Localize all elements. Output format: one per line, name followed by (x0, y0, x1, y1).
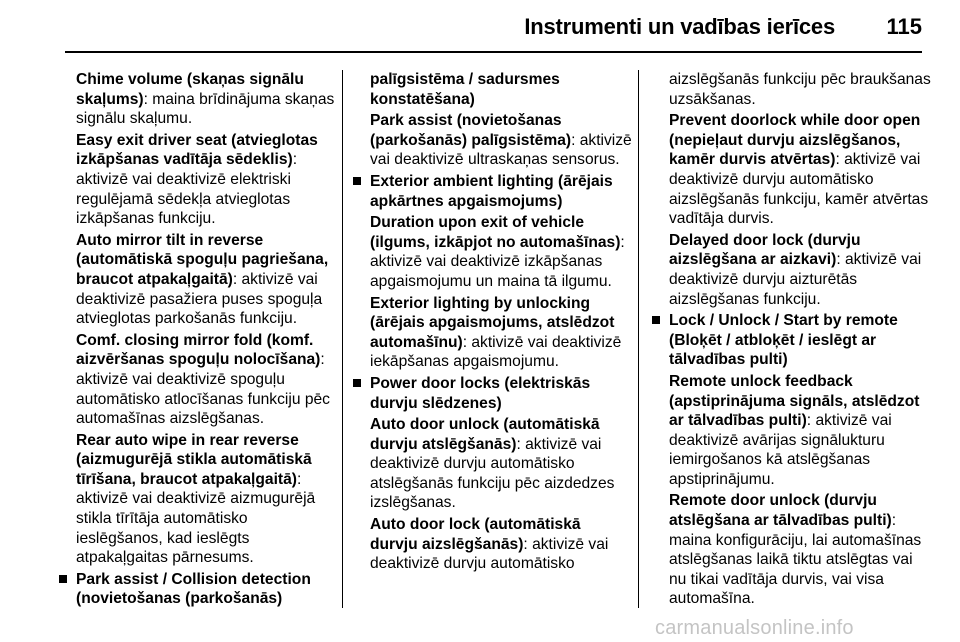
setting-entry (370, 515, 632, 574)
column-middle (370, 70, 632, 576)
setting-entry (76, 431, 338, 568)
setting-entry (370, 415, 632, 513)
setting-entry (669, 372, 931, 490)
column-right (669, 70, 931, 611)
bullet-square-icon (59, 575, 67, 583)
setting-description: : aktivizē vai deaktivizē durvju aizturētās aizslēgšanas funkciju. (669, 251, 922, 308)
setting-label: Remote unlock feedback (apstiprinājuma signāls, atslēdzot ar tālvadības pulti) (669, 372, 920, 430)
setting-entry (669, 111, 931, 229)
setting-description: : aktivizē vai deaktivizē iekāpšanas apgaismojumu. (370, 333, 622, 371)
bullet-heading (669, 311, 931, 370)
setting-entry (76, 131, 338, 229)
setting-entry (76, 70, 338, 129)
bullet-heading-label: Park assist / Collision detection (novietošanas (parkošanās) (76, 570, 311, 608)
setting-label: Auto door lock (automātiskā durvju aizslēgšanās) (370, 516, 581, 553)
setting-label: Park assist (novietošanas (parkošanās) palīgsistēma) (370, 112, 572, 149)
header-rule (65, 51, 922, 53)
bullet-square-icon (353, 379, 361, 387)
setting-label: Rear auto wipe in rear reverse (aizmugurējā stikla automātiskā tīrīšana, braucot atpakaļgaitā) (76, 431, 312, 488)
bullet-heading-label: Power door locks (elektriskās durvju slēdzenes) (370, 374, 591, 412)
column-left (76, 70, 338, 611)
setting-entry (370, 111, 632, 170)
page-header (0, 0, 960, 58)
continued-text (370, 70, 632, 109)
setting-description: : maina konfigurāciju, lai automašīnas atslēgšanas laikā tiktu atslēgtas vai nu tikai vadītāja durvis, vai visa automašīna. (669, 512, 922, 608)
setting-description: aizslēgšanās funkciju pēc braukšanas uzsākšanas. (669, 71, 931, 108)
setting-description: : aktivizē vai deaktivizē spoguļu automātisko atlocīšanas funkciju pēc automašīnas aizslēgšanas. (76, 351, 330, 428)
setting-label: Prevent doorlock while door open (nepieļaut durvju aizslēgšanos, kamēr durvis atvērtas) (669, 112, 921, 169)
setting-label: palīgsistēma / sadursmes konstatēšana) (370, 71, 560, 108)
setting-description: : aktivizē vai deaktivizē elektriski regulējamā sēdekļa atvieglotas izkāpšanas funkciju. (76, 151, 298, 228)
column-divider-1 (342, 70, 343, 608)
setting-entry (370, 213, 632, 291)
bullet-heading-label: Lock / Unlock / Start by remote (Bloķēt / atbloķēt / ieslēgt ar tālvadības pulti) (669, 312, 898, 369)
setting-entry (76, 231, 338, 329)
setting-label: Chime volume (skaņas signālu skaļums) (76, 71, 304, 108)
setting-entry (669, 231, 931, 309)
bullet-square-icon (353, 177, 361, 185)
setting-description: : aktivizē vai deaktivizē avārijas signālukturu iemirgošanos kā atslēgšanas apstiprinājumu. (669, 412, 892, 488)
setting-label: Exterior lighting by unlocking (ārējais apgaismojums, atslēdzot automašīnu) (370, 294, 615, 351)
setting-entry (370, 294, 632, 372)
setting-label: Auto door unlock (automātiskā durvju atslēgšanās) (370, 416, 600, 453)
setting-description: : aktivizē vai deaktivizē durvju automātisko (370, 535, 609, 573)
setting-label: Duration upon exit of vehicle (ilgums, izkāpjot no automašīnas) (370, 214, 621, 251)
setting-label: Easy exit driver seat (atvieglotas izkāpšanas vadītāja sēdeklis) (76, 131, 318, 169)
setting-label: Comf. closing mirror fold (komf. aizvēršanas spoguļu nolocīšana) (76, 331, 321, 369)
setting-description: : aktivizē vai deaktivizē aizmugurējā stikla tīrītāja automātisko ieslēgšanos, kad ieslēgts atpakaļgaitas pārnesums. (76, 470, 316, 567)
setting-label: Delayed door lock (durvju aizslēgšana ar aizkavi) (669, 231, 861, 269)
watermark: carmanualsonline.info (655, 617, 854, 639)
bullet-heading (370, 374, 632, 413)
column-divider-2 (638, 70, 639, 608)
setting-description: : aktivizē vai deaktivizē izkāpšanas apgaismojumu un maina tā ilgumu. (370, 233, 625, 290)
setting-description: : aktivizē vai deaktivizē durvju automātisko aizslēgšanās funkciju, kamēr atvērtas vadītāja durvis. (669, 151, 929, 228)
setting-description: : aktivizē vai deaktivizē ultraskaņas sensorus. (370, 131, 632, 169)
setting-description: : aktivizē vai deaktivizē pasažiera puses spoguļa atvieglotas parkošanās funkciju. (76, 270, 323, 328)
page-number: 115 (886, 14, 922, 39)
section-title: Instrumenti un vadības ierīces (524, 14, 835, 39)
bullet-square-icon (652, 316, 660, 324)
setting-description: : aktivizē vai deaktivizē durvju automātisko atslēgšanās funkciju pēc aizdedzes izslēgšanas. (370, 435, 615, 512)
setting-label: Auto mirror tilt in reverse (automātiskā spoguļu pagriešana, braucot atpakaļgaitā) (76, 231, 329, 288)
continued-text (669, 70, 931, 109)
setting-description: : maina brīdinājuma skaņas signālu skaļumu. (76, 90, 335, 128)
setting-label: Remote door unlock (durvju atslēgšana ar tālvadības pulti) (669, 492, 892, 530)
setting-entry (669, 491, 931, 609)
setting-entry (76, 331, 338, 429)
bullet-heading-label: Exterior ambient lighting (ārējais apkārtnes apgaismojums) (370, 172, 613, 210)
bullet-heading (370, 172, 632, 211)
bullet-heading (76, 570, 338, 609)
